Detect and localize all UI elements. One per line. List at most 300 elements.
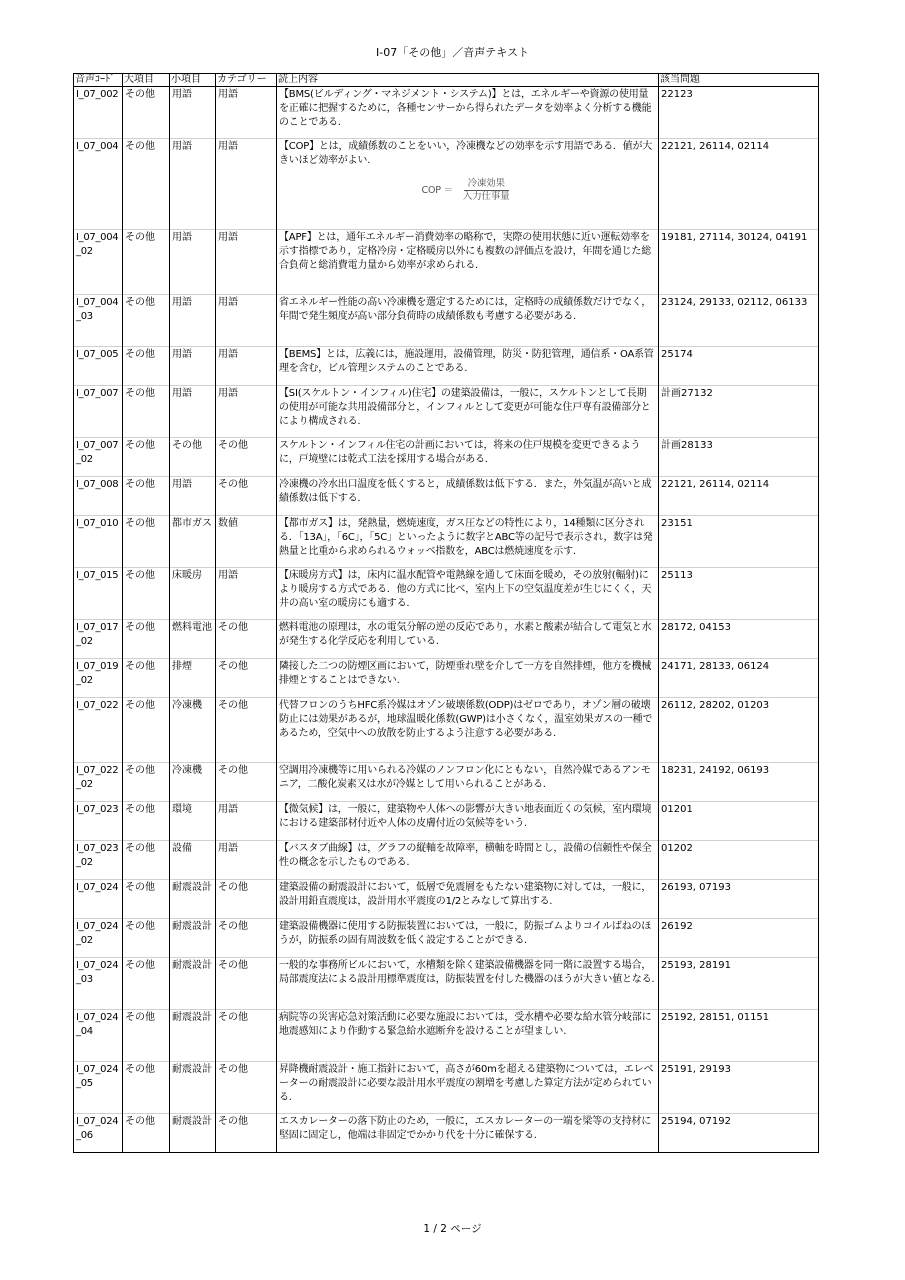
cell-code-text: I_07_024_05 [76, 1064, 119, 1089]
cell-major [123, 386, 170, 438]
cell-category-text: その他 [218, 479, 248, 490]
cell-major-text: その他 [125, 921, 155, 932]
cell-text [277, 1010, 659, 1062]
cell-category [216, 620, 277, 659]
cell-major-text: その他 [125, 804, 155, 815]
cell-problems-text: 01201 [661, 804, 693, 815]
cell-text-text: 【微気候】は，一般に，建築物や人体への影響が大きい地表面近くの気候，室内環境における建築部材付近や人体の皮膚付近の気候等をいう. [279, 804, 652, 829]
cell-major [123, 919, 170, 958]
table-row [74, 347, 819, 386]
cell-category-text: 用語 [218, 141, 238, 152]
cell-code [74, 919, 123, 958]
cell-major-text: その他 [125, 518, 155, 529]
cell-problems [659, 438, 819, 477]
cell-text-text: 建築設備の耐震設計において，低層で免震層をもたない建築物に対しては，一般に，設計用鉛直震度は，設計用水平震度の1/2とみなして算出する. [279, 882, 652, 907]
cell-category [216, 802, 277, 841]
cell-code [74, 386, 123, 438]
cell-text-text: 代替フロンのうちHFC系冷媒はオゾン破壊係数(ODP)はゼロであり，オゾン層の破壊防止には効果があるが，地球温暖化係数(GWP)は小さくなく，温室効果ガスの一種であるため，空気中への放散を防止するよう注意する必要がある. [279, 700, 653, 739]
cell-problems [659, 1062, 819, 1114]
cell-code-text: I_07_005 [76, 349, 119, 360]
cell-minor-text: 都市ガス [172, 518, 212, 529]
cell-code [74, 659, 123, 698]
formula-denominator: 入力仕事量 [462, 191, 510, 202]
cell-code-text: I_07_023_02 [76, 843, 119, 868]
header-major: 大項目 [123, 74, 170, 87]
cell-category [216, 1010, 277, 1062]
cell-minor [170, 919, 216, 958]
cell-minor [170, 295, 216, 347]
cell-problems-text: 22121, 26114, 02114 [661, 479, 770, 490]
cell-major [123, 620, 170, 659]
cell-minor [170, 568, 216, 620]
cell-category [216, 919, 277, 958]
cell-minor-text: 床暖房 [172, 570, 202, 581]
cell-category [216, 347, 277, 386]
cell-problems-text: 26192 [661, 921, 693, 932]
cell-problems [659, 295, 819, 347]
cell-text [277, 620, 659, 659]
cell-text-text: スケルトン・インフィル住宅の計画においては，将来の住戸規模を変更できるように，戸境壁には乾式工法を採用する場合がある. [279, 440, 641, 465]
table-row [74, 139, 819, 230]
table-row [74, 958, 819, 1010]
cell-code [74, 880, 123, 919]
cell-code-text: I_07_022_02 [76, 765, 119, 790]
cell-text-text: 【都市ガス】は，発熱量，燃焼速度，ガス圧などの特性により，14種類に区分される．「13A」，「6C」，「5C」といったように数字とABC等の記号で表示され，数字は発熱量と比重から求められるウォッベ指数を，ABCは燃焼速度を示す. [279, 518, 653, 557]
cell-major [123, 1062, 170, 1114]
cell-minor-text: 耐震設計 [172, 960, 212, 971]
cell-category [216, 295, 277, 347]
cell-text-text: 【APF】とは，通年エネルギー消費効率の略称で，実際の使用状態に近い運転効率を示す指標であり，定格冷房・定格暖房以外にも複数の評価点を設け，年間を通じた総合負荷と総消費電力量から効率が求められる. [279, 232, 651, 271]
cell-category-text: 用語 [218, 804, 238, 815]
cell-minor [170, 230, 216, 295]
cell-code [74, 516, 123, 568]
cell-minor [170, 802, 216, 841]
cell-major [123, 477, 170, 516]
cell-category-text: その他 [218, 882, 248, 893]
cell-text-text: 【BEMS】とは，広義には，施設運用，設備管理，防災・防犯管理，通信系・OA系管理を含む，ビル管理システムのことである. [279, 349, 654, 374]
cell-minor [170, 958, 216, 1010]
cell-major [123, 347, 170, 386]
cell-major [123, 841, 170, 880]
cell-code-text: I_07_024_02 [76, 921, 119, 946]
cell-problems-text: 25192, 28151, 01151 [661, 1012, 770, 1023]
cell-major-text: その他 [125, 388, 155, 399]
cell-major-text: その他 [125, 141, 155, 152]
cell-code-text: I_07_008 [76, 479, 119, 490]
cell-minor [170, 698, 216, 763]
cell-code [74, 1010, 123, 1062]
cell-text-text: 【BMS(ビルディング・マネジメント・システム)】とは，エネルギーや資源の使用量を正確に把握するために，各種センサーから得られたデータを効率よく分析する機能のことである. [279, 89, 652, 128]
cell-text [277, 477, 659, 516]
cell-text [277, 1114, 659, 1153]
cell-category [216, 763, 277, 802]
cell-category [216, 841, 277, 880]
cell-problems [659, 958, 819, 1010]
cell-category [216, 386, 277, 438]
cell-text [277, 516, 659, 568]
cell-code [74, 477, 123, 516]
cell-text [277, 438, 659, 477]
cell-category-text: 数値 [218, 518, 238, 529]
cell-minor-text: 設備 [172, 843, 192, 854]
table-row [74, 386, 819, 438]
cell-problems-text: 19181, 27114, 30124, 04191 [661, 232, 808, 243]
cell-minor [170, 841, 216, 880]
cell-text [277, 958, 659, 1010]
cell-problems-text: 計画27132 [661, 388, 713, 399]
cell-text-text: エスカレーターの落下防止のため，一般に，エスカレーターの一端を梁等の支持材に堅固に固定し，他端は非固定でかかり代を十分に確保する. [279, 1116, 651, 1141]
cell-code-text: I_07_010 [76, 518, 119, 529]
cell-text [277, 139, 659, 230]
cell-problems-text: 計画28133 [661, 440, 713, 451]
cell-major [123, 230, 170, 295]
cell-code-text: I_07_004_03 [76, 297, 119, 322]
cell-code [74, 1062, 123, 1114]
header-text: 読上内容 [277, 74, 659, 87]
cell-category-text: 用語 [218, 843, 238, 854]
cell-code-text: I_07_004_02 [76, 232, 119, 257]
cell-category [216, 958, 277, 1010]
table-row [74, 568, 819, 620]
cell-minor [170, 1062, 216, 1114]
cell-category-text: 用語 [218, 232, 238, 243]
cell-major-text: その他 [125, 349, 155, 360]
cell-minor-text: 冷凍機 [172, 765, 202, 776]
cell-minor-text: 耐震設計 [172, 882, 212, 893]
cell-minor [170, 438, 216, 477]
cell-category-text: その他 [218, 921, 248, 932]
cell-text-text: 昇降機耐震設計・施工指針において，高さが60mを超える建築物については，エレベーターの耐震設計に必要な設計用水平震度の割増を考慮した算定方法が定められている. [279, 1064, 654, 1103]
cell-text-text: 一般的な事務所ビルにおいて，水槽類を除く建築設備機器を同一階に設置する場合，局部震度法による設計用標準震度は，防振装置を付した機器のほうが大きい値となる. [279, 960, 655, 985]
cell-minor [170, 139, 216, 230]
cell-text-text: 【床暖房方式】は，床内に温水配管や電熱線を通して床面を暖め，その放射(輻射)により暖房する方式である．他の方式に比べ，室内上下の空気温度差が生じにくく，天井の高い室の暖房にも適する. [279, 570, 652, 609]
voice-text-table [73, 73, 819, 1153]
cell-problems [659, 347, 819, 386]
cell-category [216, 1062, 277, 1114]
cell-minor [170, 1114, 216, 1153]
cell-problems-text: 23124, 29133, 02112, 06133 [661, 297, 808, 308]
cell-major-text: その他 [125, 232, 155, 243]
cell-problems-text: 24171, 28133, 06124 [661, 661, 770, 672]
cell-minor [170, 386, 216, 438]
cell-major-text: その他 [125, 700, 155, 711]
cell-problems-text: 01202 [661, 843, 693, 854]
cell-text [277, 841, 659, 880]
cell-minor-text: 燃料電池 [172, 622, 212, 633]
cell-category-text: その他 [218, 1012, 248, 1023]
cell-major [123, 880, 170, 919]
cell-text-text: 隣接した二つの防煙区画において，防煙垂れ壁を介して一方を自然排煙，他方を機械排煙とすることはできない. [279, 661, 652, 686]
cell-major-text: その他 [125, 297, 155, 308]
cell-minor-text: 用語 [172, 349, 192, 360]
cell-text [277, 880, 659, 919]
cell-problems [659, 880, 819, 919]
cell-problems-text: 26193, 07193 [661, 882, 731, 893]
table-row [74, 841, 819, 880]
cell-problems [659, 919, 819, 958]
cell-problems-text: 25174 [661, 349, 693, 360]
table-body [74, 87, 819, 1153]
cell-minor-text: 耐震設計 [172, 921, 212, 932]
header-category: カテゴリー [216, 74, 277, 87]
table-row [74, 698, 819, 763]
header-minor: 小項目 [170, 74, 216, 87]
cell-category-text: その他 [218, 700, 248, 711]
cell-code-text: I_07_024 [76, 882, 119, 893]
cell-code [74, 620, 123, 659]
cell-text-text: 【COP】とは，成績係数のことをいい，冷凍機などの効率を示す用語である．値が大きいほど効率がよい. [279, 141, 653, 166]
cell-code-text: I_07_017_02 [76, 622, 119, 647]
table-row [74, 620, 819, 659]
cell-major-text: その他 [125, 1064, 155, 1075]
cell-text [277, 347, 659, 386]
cell-major [123, 763, 170, 802]
cop-formula [279, 178, 656, 203]
cell-code-text: I_07_002 [76, 89, 119, 100]
cell-code-text: I_07_004 [76, 141, 119, 152]
cell-major-text: その他 [125, 1116, 155, 1127]
cell-major [123, 295, 170, 347]
cell-problems [659, 802, 819, 841]
cell-minor-text: 用語 [172, 89, 192, 100]
cell-text-text: 建築設備機器に使用する防振装置においては，一般に，防振ゴムよりコイルばねのほうが，防振系の固有周波数を低く設定することができる. [279, 921, 652, 946]
cell-category-text: その他 [218, 765, 248, 776]
cell-code [74, 763, 123, 802]
cell-code [74, 841, 123, 880]
cell-major [123, 659, 170, 698]
formula-numerator: 冷凍効果 [464, 178, 509, 191]
cell-problems [659, 230, 819, 295]
cell-major-text: その他 [125, 843, 155, 854]
cell-minor [170, 659, 216, 698]
cell-category-text: 用語 [218, 297, 238, 308]
cell-minor [170, 87, 216, 139]
cell-category-text: 用語 [218, 349, 238, 360]
cell-minor-text: 耐震設計 [172, 1116, 212, 1127]
cell-minor [170, 620, 216, 659]
cell-code-text: I_07_024_03 [76, 960, 119, 985]
cell-text [277, 802, 659, 841]
cell-code [74, 347, 123, 386]
table-row [74, 763, 819, 802]
formula-lhs: COP ＝ [421, 184, 453, 196]
table-row [74, 1062, 819, 1114]
cell-major [123, 568, 170, 620]
cell-problems [659, 516, 819, 568]
cell-category-text: その他 [218, 622, 248, 633]
table-row [74, 516, 819, 568]
cell-major [123, 698, 170, 763]
cell-code [74, 230, 123, 295]
cell-code-text: I_07_022 [76, 700, 119, 711]
cell-major [123, 87, 170, 139]
cell-code-text: I_07_015 [76, 570, 119, 581]
cell-code-text: I_07_024_06 [76, 1116, 119, 1141]
cell-major-text: その他 [125, 882, 155, 893]
cell-category [216, 139, 277, 230]
cell-problems-text: 26112, 28202, 01203 [661, 700, 770, 711]
cell-code [74, 698, 123, 763]
table-row [74, 880, 819, 919]
header-problems: 該当問題 [659, 74, 819, 87]
cell-problems-text: 23151 [661, 518, 693, 529]
cell-text [277, 919, 659, 958]
cell-major-text: その他 [125, 440, 155, 451]
table-row [74, 919, 819, 958]
cell-major-text: その他 [125, 960, 155, 971]
cell-problems [659, 1114, 819, 1153]
cell-text-text: 【SI(スケルトン・インフィル)住宅】の建築設備は，一般に，スケルトンとして長期の使用が可能な共用設備部分と，インフィルとして変更が可能な住戸専有設備部分とにより構成される. [279, 388, 651, 427]
cell-category [216, 477, 277, 516]
cell-major-text: その他 [125, 622, 155, 633]
cell-category-text: 用語 [218, 89, 238, 100]
cell-major [123, 438, 170, 477]
cell-text-text: 病院等の災害応急対策活動に必要な施設においては，受水槽や必要な給水管分岐部に地震感知により作動する緊急給水遮断弁を設けることが望ましい. [279, 1012, 652, 1037]
table-row [74, 477, 819, 516]
cell-problems-text: 28172, 04153 [661, 622, 731, 633]
cell-major [123, 516, 170, 568]
cell-minor-text: 耐震設計 [172, 1064, 212, 1075]
cell-text-text: 冷凍機の冷水出口温度を低くすると，成績係数は低下する．また，外気温が高いと成績係数は低下する. [279, 479, 652, 504]
cell-category [216, 659, 277, 698]
cell-code-text: I_07_023 [76, 804, 119, 815]
cell-minor-text: 用語 [172, 232, 192, 243]
cell-problems [659, 139, 819, 230]
cell-code-text: I_07_007_02 [76, 440, 119, 465]
cell-category [216, 438, 277, 477]
cell-minor-text: その他 [172, 440, 202, 451]
table-row [74, 1010, 819, 1062]
cell-code [74, 958, 123, 1010]
cell-problems [659, 698, 819, 763]
cell-code-text: I_07_019_02 [76, 661, 119, 686]
cell-category-text: その他 [218, 1064, 248, 1075]
cell-minor [170, 763, 216, 802]
cell-minor [170, 516, 216, 568]
cell-category-text: その他 [218, 1116, 248, 1127]
cell-minor [170, 477, 216, 516]
table-row [74, 659, 819, 698]
cell-code [74, 1114, 123, 1153]
cell-problems-text: 25194, 07192 [661, 1116, 731, 1127]
cell-category [216, 1114, 277, 1153]
cell-code-text: I_07_007 [76, 388, 119, 399]
cell-text [277, 386, 659, 438]
cell-category [216, 698, 277, 763]
formula-fraction [459, 178, 514, 203]
cell-category [216, 568, 277, 620]
cell-category [216, 87, 277, 139]
cell-problems [659, 1010, 819, 1062]
document-title: I-07「その他」／音声テキスト [376, 46, 529, 59]
cell-minor [170, 347, 216, 386]
cell-text [277, 698, 659, 763]
cell-category-text: その他 [218, 661, 248, 672]
cell-text [277, 295, 659, 347]
cell-major [123, 802, 170, 841]
cell-minor-text: 冷凍機 [172, 700, 202, 711]
cell-major [123, 139, 170, 230]
cell-category [216, 230, 277, 295]
cell-problems [659, 477, 819, 516]
cell-code [74, 295, 123, 347]
cell-major [123, 1114, 170, 1153]
cell-minor-text: 環境 [172, 804, 192, 815]
cell-category-text: 用語 [218, 570, 238, 581]
cell-major-text: その他 [125, 570, 155, 581]
cell-problems [659, 620, 819, 659]
cell-major-text: その他 [125, 661, 155, 672]
table-row [74, 295, 819, 347]
cell-code [74, 438, 123, 477]
cell-text [277, 87, 659, 139]
cell-text [277, 763, 659, 802]
cell-category [216, 516, 277, 568]
cell-text [277, 568, 659, 620]
cell-major-text: その他 [125, 765, 155, 776]
cell-major-text: その他 [125, 1012, 155, 1023]
cell-problems-text: 25191, 29193 [661, 1064, 731, 1075]
cell-category-text: その他 [218, 440, 248, 451]
cell-text [277, 230, 659, 295]
cell-code-text: I_07_024_04 [76, 1012, 119, 1037]
cell-problems [659, 841, 819, 880]
cell-major [123, 1010, 170, 1062]
table-row [74, 438, 819, 477]
table-row [74, 87, 819, 139]
cell-minor [170, 1010, 216, 1062]
cell-minor [170, 880, 216, 919]
cell-major-text: その他 [125, 89, 155, 100]
cell-problems-text: 25113 [661, 570, 693, 581]
cell-code [74, 802, 123, 841]
cell-code [74, 139, 123, 230]
cell-minor-text: 耐震設計 [172, 1012, 212, 1023]
cell-minor-text: 排煙 [172, 661, 192, 672]
table-row [74, 230, 819, 295]
cell-major-text: その他 [125, 479, 155, 490]
cell-text [277, 1062, 659, 1114]
cell-code [74, 87, 123, 139]
table-row [74, 802, 819, 841]
cell-problems [659, 763, 819, 802]
cell-text-text: 燃料電池の原理は，水の電気分解の逆の反応であり，水素と酸素が結合して電気と水が発生する化学反応を利用している. [279, 622, 652, 647]
cell-category-text: その他 [218, 960, 248, 971]
cell-category [216, 880, 277, 919]
header-code: 音声ｺｰﾄﾞ [74, 74, 123, 87]
cell-minor-text: 用語 [172, 141, 192, 152]
cell-problems-text: 22123 [661, 89, 693, 100]
cell-problems [659, 386, 819, 438]
cell-major [123, 958, 170, 1010]
cell-problems [659, 87, 819, 139]
cell-minor-text: 用語 [172, 479, 192, 490]
cell-code [74, 568, 123, 620]
cell-text-text: 【バスタブ曲線】は，グラフの縦軸を故障率，横軸を時間とし，設備の信頼性や保全性の概念を示したものである. [279, 843, 652, 868]
cell-minor-text: 用語 [172, 388, 192, 399]
cell-problems-text: 25193, 28191 [661, 960, 731, 971]
table-header-row [74, 74, 819, 87]
cell-minor-text: 用語 [172, 297, 192, 308]
cell-text-text: 空調用冷凍機等に用いられる冷媒のノンフロン化にともない，自然冷媒であるアンモニア，二酸化炭素又は水が冷媒として用いられることがある. [279, 765, 651, 790]
cell-problems-text: 22121, 26114, 02114 [661, 141, 770, 152]
cell-text [277, 659, 659, 698]
cell-problems [659, 568, 819, 620]
table-row [74, 1114, 819, 1153]
cell-category-text: 用語 [218, 388, 238, 399]
cell-text-text: 省エネルギー性能の高い冷凍機を選定するためには，定格時の成績係数だけでなく，年間で発生頻度が高い部分負荷時の成績係数も考慮する必要がある. [279, 297, 652, 322]
cell-problems [659, 659, 819, 698]
